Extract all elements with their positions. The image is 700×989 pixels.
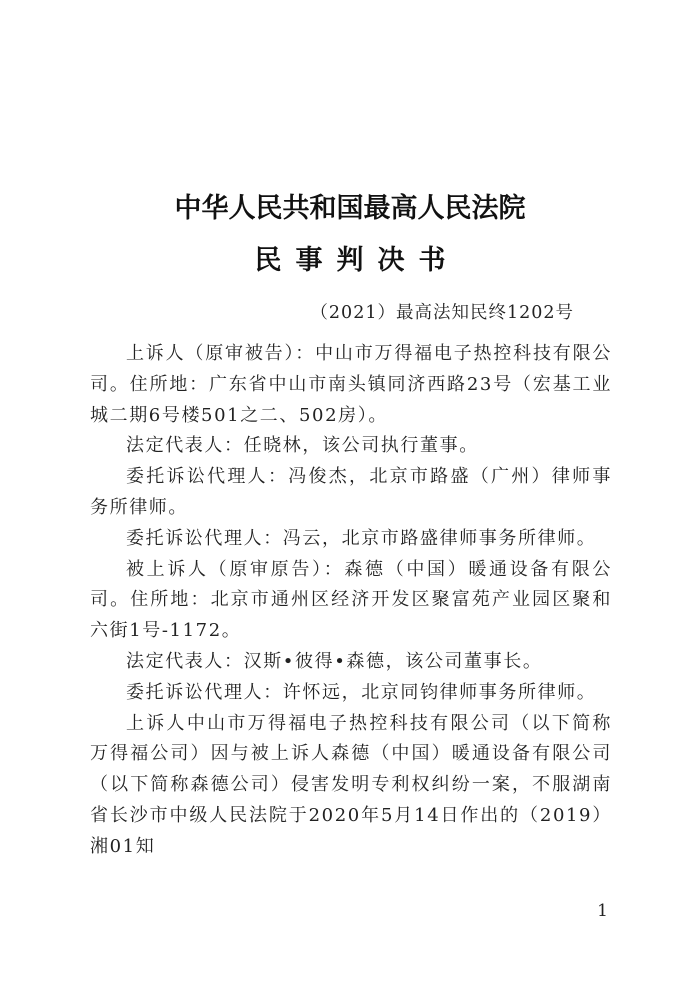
document-type-title: 民事判决书 bbox=[254, 245, 460, 276]
page-number: 1 bbox=[597, 901, 608, 921]
appellee-legal-representative: 法定代表人：汉斯•彼得•森德，该公司董事长。 bbox=[126, 650, 543, 672]
appellant-agent-1: 委托诉讼代理人：冯俊杰，北京市路盛（广州）律师事务所律师。 bbox=[90, 466, 612, 518]
appellee-paragraph: 被上诉人（原审原告）：森德（中国）暖通设备有限公司。住所地：北京市通州区经济开发区聚富苑产业园区聚和六街1号-1172。 bbox=[90, 558, 612, 642]
judgment-body bbox=[90, 339, 612, 863]
appellant-paragraph: 上诉人（原审被告）：中山市万得福电子热控科技有限公司。住所地：广东省中山市南头镇同济西路23号（宏基工业城二期6号楼501之二、502房）。 bbox=[90, 343, 612, 426]
case-summary-paragraph: 上诉人中山市万得福电子热控科技有限公司（以下简称万得福公司）因与被上诉人森德（中国）暖通设备有限公司（以下简称森德公司）侵害发明专利权纠纷一案，不服湖南省长沙市中级人民法院于2020年5月14日作出的（2019）湘01知 bbox=[90, 712, 612, 857]
appellant-agent-2: 委托诉讼代理人：冯云，北京市路盛律师事务所律师。 bbox=[126, 527, 597, 549]
court-name-title: 中华人民共和国最高人民法院 bbox=[174, 193, 526, 224]
case-number: （2021）最高法知民终1202号 bbox=[310, 303, 574, 323]
appellant-legal-representative: 法定代表人：任晓林，该公司执行董事。 bbox=[126, 435, 479, 457]
appellee-agent: 委托诉讼代理人：许怀远，北京同钧律师事务所律师。 bbox=[126, 681, 597, 703]
